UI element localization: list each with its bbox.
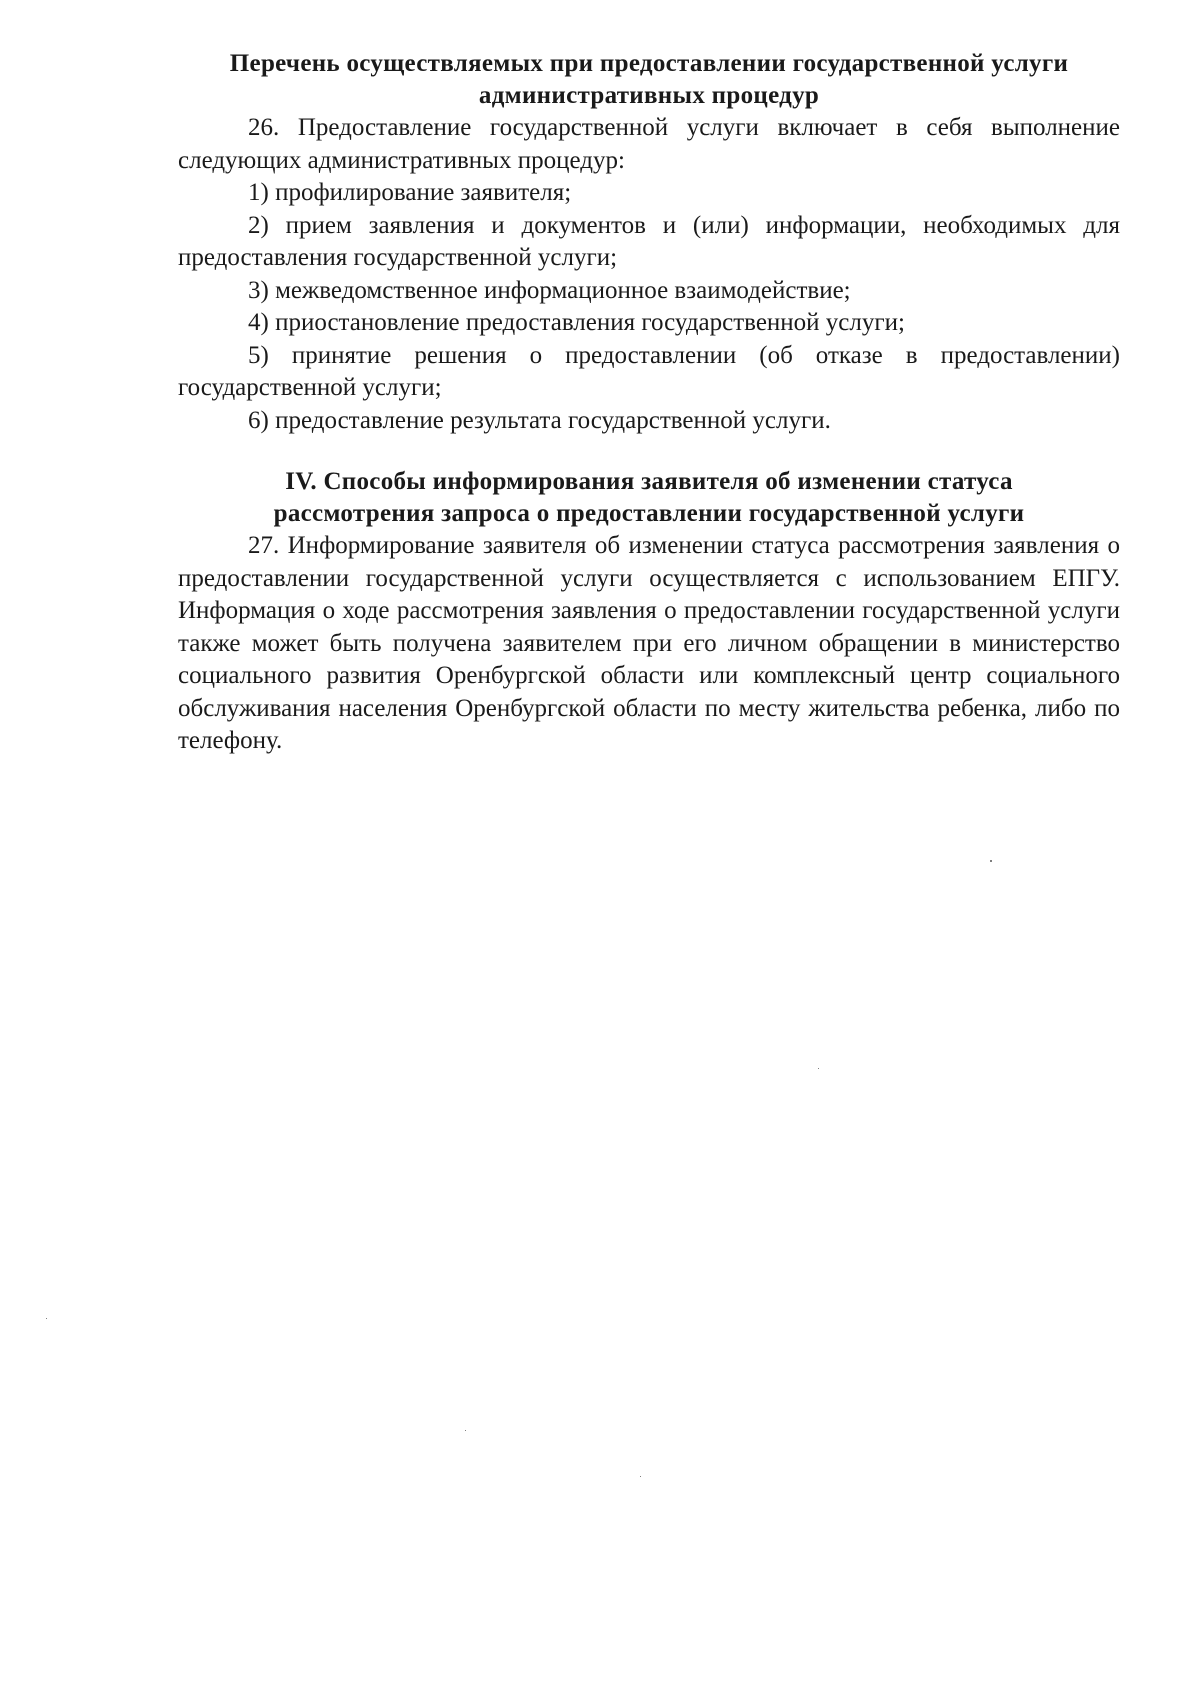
paragraph-26: 26. Предоставление государственной услуги включает в себя выполнение следующих административных процедур: — [178, 114, 1120, 174]
section-heading-procedures: Перечень осуществляемых при предоставлении государственной услуги административных процедур — [229, 50, 1069, 109]
list-item: 5) принятие решения о предоставлении (об отказе в предоставлении) государственной услуги; — [178, 341, 1120, 401]
scan-speck — [46, 1318, 47, 1319]
list-item: 2) прием заявления и документов и (или) информации, необходимых для предоставления государственной услуги; — [178, 211, 1120, 271]
scan-speck — [818, 1068, 819, 1069]
list-item: 4) приостановление предоставления государственной услуги; — [248, 309, 905, 336]
scan-speck — [465, 1430, 466, 1431]
document-body — [178, 48, 1120, 758]
list-item: 6) предоставление результата государственной услуги. — [248, 406, 831, 434]
paragraph-27: 27. Информирование заявителя об изменении статуса рассмотрения заявления о предоставлении государственной услуги осуществляется с использованием ЕПГУ. Информация о ходе рассмотрения заявления о предоставлении государственной услуги также может быть получена заявителем при его личном обращении в министерство социального развития Оренбургской области или комплексный центр социального обслуживания населения Оренбургской области по месту жительства ребенка, либо по телефону. — [178, 532, 1120, 754]
list-item: 1) профилирование заявителя; — [248, 179, 572, 206]
scan-speck — [640, 1476, 641, 1477]
scan-speck — [990, 860, 992, 862]
list-item: 3) межведомственное информационное взаимодействие; — [248, 276, 851, 304]
section-heading-informing: IV. Способы информирования заявителя об изменении статуса рассмотрения запроса о предоставлении государственной услуги — [273, 468, 1025, 527]
